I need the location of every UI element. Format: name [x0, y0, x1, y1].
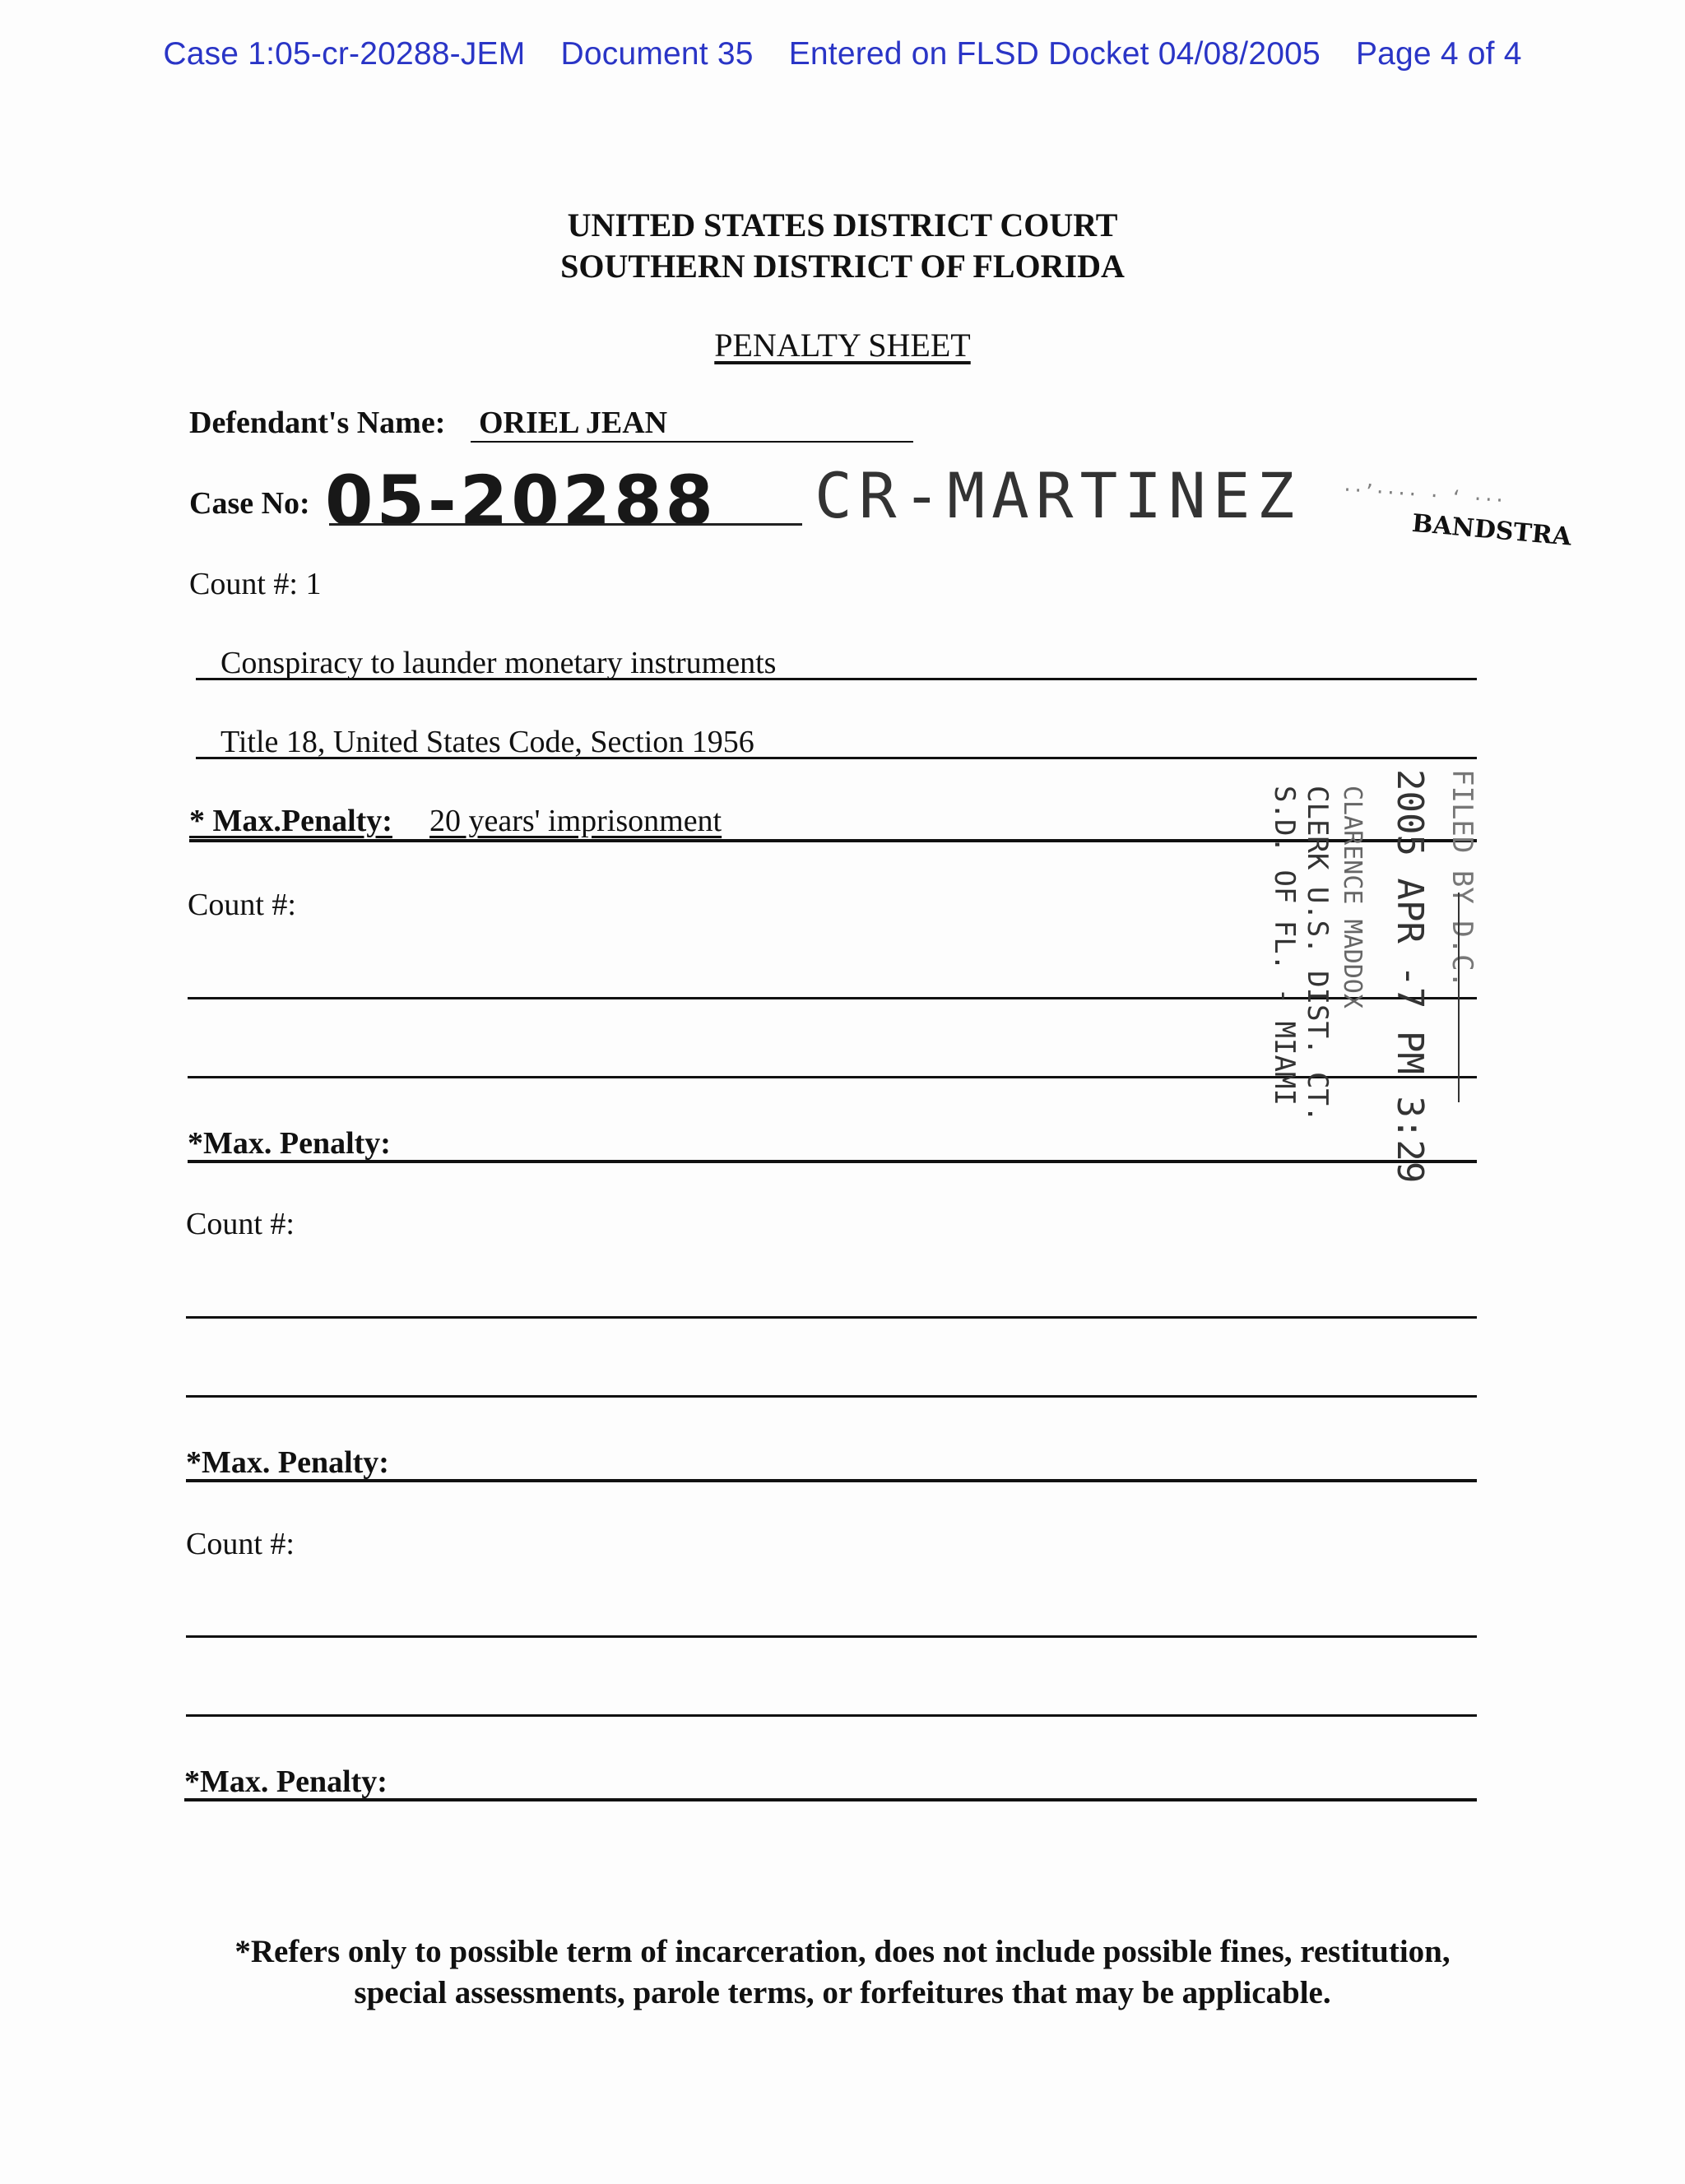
count-1-penalty-value: 20 years' imprisonment: [429, 804, 722, 838]
footnote-line-2: special assessments, parole terms, or forfeitures that may be applicable.: [354, 1975, 1331, 2010]
defendant-name-label: Defendant's Name:: [189, 406, 446, 440]
judge-stamp: CR-MARTINEZ: [815, 459, 1302, 532]
count-2-label: Count #:: [188, 888, 296, 922]
docket-page-number: Page 4 of 4: [1355, 36, 1522, 72]
count-3-penalty-line: [186, 1479, 1477, 1482]
docket-header: [0, 36, 1685, 72]
case-number-underline: [329, 523, 802, 526]
court-district: SOUTHERN DISTRICT OF FLORIDA: [560, 248, 1125, 285]
stamp-district: S.D. OF FL. - MIAMI: [1268, 786, 1301, 1106]
count-3-label: Count #:: [186, 1207, 295, 1241]
stamp-clerk-name: CLARENCE MADDOX: [1338, 786, 1367, 1009]
count-4-line-2: [186, 1714, 1477, 1717]
docket-document-number: Document 35: [560, 36, 754, 72]
docket-case-number: Case 1:05-cr-20288-JEM: [163, 36, 526, 72]
count-3-line-1: [186, 1316, 1477, 1319]
magistrate-stamp-mark: [1333, 471, 1580, 561]
count-4-label: Count #:: [186, 1527, 295, 1561]
count-4-penalty-label: *Max. Penalty:: [184, 1764, 388, 1799]
footnote: [0, 1931, 1685, 2014]
case-number-stamp: 05-20288: [325, 461, 717, 541]
count-4-penalty-line: [184, 1798, 1477, 1801]
count-3-penalty-label: *Max. Penalty:: [186, 1445, 389, 1480]
filed-date-stamp: [1255, 769, 1502, 1184]
defendant-name-underline: [471, 441, 913, 443]
stamp-border-line: [1458, 893, 1460, 1102]
count-2-penalty-line: [188, 1160, 1477, 1163]
count-3-line-2: [186, 1395, 1477, 1398]
count-2-penalty-label: *Max. Penalty:: [188, 1126, 391, 1161]
footnote-line-1: *Refers only to possible term of incarceration, does not include possible fines, restitution,: [234, 1934, 1451, 1969]
count-1-label: Count #: 1: [189, 567, 322, 601]
defendant-name-value: ORIEL JEAN: [479, 406, 668, 440]
stamp-clerk-court: CLERK U.S. DIST. CT.: [1301, 786, 1334, 1123]
count-1-statute-line: [196, 757, 1477, 759]
count-1-offense: Conspiracy to launder monetary instruments: [220, 646, 777, 680]
page-title: PENALTY SHEET: [714, 327, 971, 364]
count-1-offense-line: [196, 678, 1477, 680]
docket-entered-date: Entered on FLSD Docket 04/08/2005: [788, 36, 1321, 72]
magistrate-name-text: BANDSTRA: [1410, 508, 1573, 552]
case-number-label: Case No:: [189, 486, 310, 521]
magistrate-stamp: [1333, 471, 1580, 561]
count-1-statute: Title 18, United States Code, Section 1956: [220, 725, 754, 759]
count-1-penalty-label: * Max.Penalty:: [189, 804, 392, 838]
count-4-line-1: [186, 1635, 1477, 1638]
stamp-date-time: 2005 APR -7 PM 3:29: [1389, 769, 1431, 1184]
stamp-filed-by: FILED BY D.C.: [1446, 769, 1478, 989]
magistrate-title-text: ··’···· · ‘ ···: [1340, 480, 1506, 512]
court-name: UNITED STATES DISTRICT COURT: [567, 206, 1118, 243]
